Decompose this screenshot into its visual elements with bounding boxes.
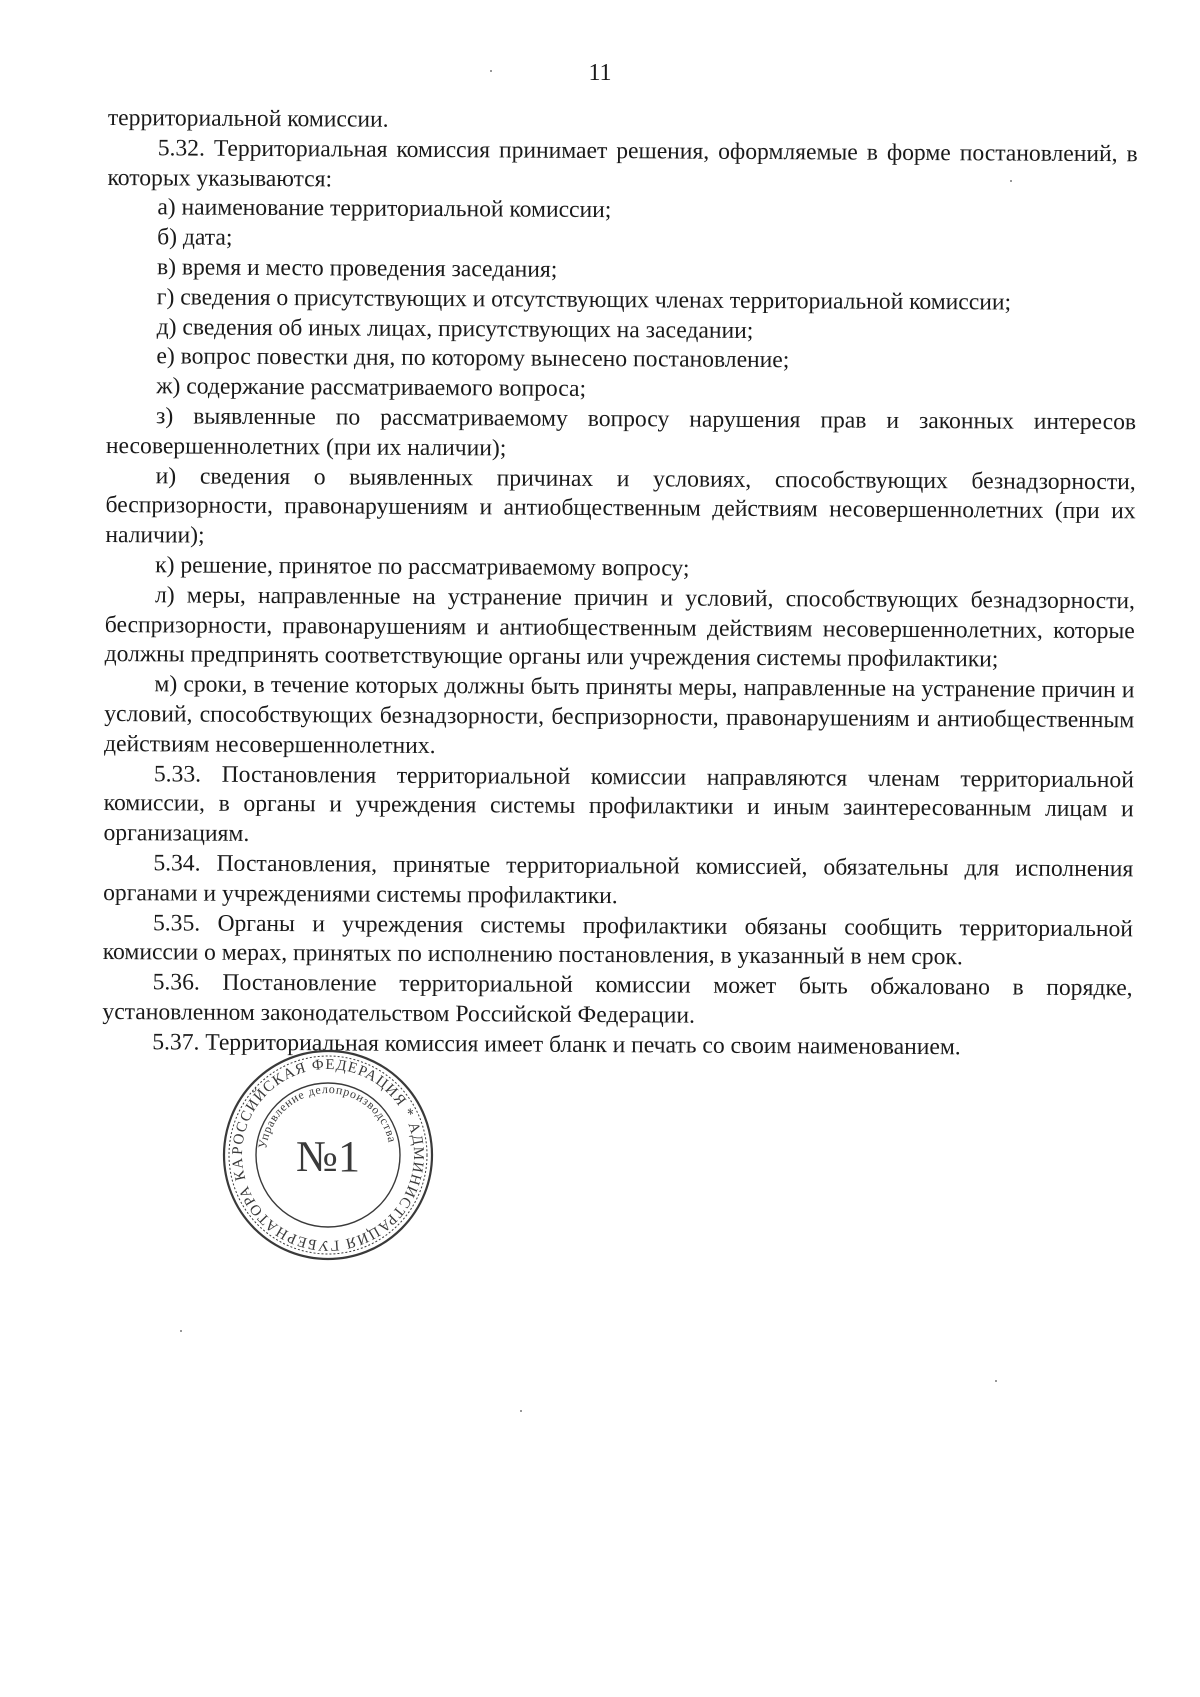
list-item-i: и) сведения о выявленных причинах и условиях, способствующих безнадзорности, беспризорности, правонарушениям и антиобщественным действиям несовершеннолетних (при их наличии); [105,462,1136,549]
list-item-m: м) сроки, в течение которых должны быть приняты меры, направленные на устранение причин и условий, способствующих безнадзорности, беспризорности, правонарушениям и антиобщественным действиям несовершеннолетних. [104,671,1135,759]
paragraph-5-35: 5.35. Органы и учреждения системы профилактики обязаны сообщить территориальной комиссии о мерах, принятых по исполнению постановления, в указанный в нем срок. [102,909,1134,971]
list-item-d: д) сведения об иных лицах, присутствующих на заседании; [156,313,754,344]
list-item-b: б) дата; [157,224,233,251]
page-number: 11 [588,60,612,86]
paragraph-5-36: 5.36. Постановление территориальной комиссии может быть обжаловано в порядке, установленном законодательством Российской Федерации. [102,969,1133,1029]
paragraph-5-33: 5.33. Постановления территориальной комиссии направляются членам территориальной комиссии, в органы и учреждения системы профилактики и иным заинтересованным лицам и организациям. [103,760,1134,848]
list-item-k: к) решение, принятое по рассматриваемому вопросу; [155,552,690,582]
seal-outer-text: РОССИЙСКАЯ ФЕДЕРАЦИЯ * АДМИНИСТРАЦИЯ ГУБЕРНАТОРА КА [229,1056,427,1254]
scan-speck [490,70,492,72]
list-item-l: л) меры, направленные на устранение причин и условий, способствующих безнадзорности, беспризорности, правонарушениям и антиобщественным действиям несовершеннолетних, которые должны предпринять соответствующие органы или учреждения системы профилактики; [104,582,1136,673]
list-item-z: з) выявленные по рассматриваемому вопросу нарушения прав и законных интересов несовершеннолетних (при их наличии); [105,403,1137,462]
list-item-a: а) наименование территориальной комиссии; [157,194,612,224]
official-seal [218,1045,438,1265]
seal-inner-text: Управление делопроизводства [255,1081,400,1150]
scan-speck [995,1380,997,1382]
paragraph-continuation: территориальной комиссии. [107,104,389,133]
list-item-v: в) время и место проведения заседания; [156,254,558,283]
list-item-e: е) вопрос повестки дня, по которому вынесено постановление; [156,343,790,374]
seal-graphic [218,1045,438,1265]
paragraph-5-37: 5.37. Территориальная комиссия имеет бланк и печать со своим наименованием. [152,1028,961,1060]
scan-speck [180,1330,182,1332]
paragraph-5-34: 5.34. Постановления, принятые территориальной комиссией, обязательны для исполнения органами и учреждениями системы профилактики. [103,850,1134,909]
seal-number: №1 [296,1132,360,1181]
document-body [102,104,1138,1064]
scan-speck [1010,180,1012,182]
scan-speck [520,1410,522,1412]
list-item-zh: ж) содержание рассматриваемого вопроса; [156,373,587,403]
paragraph-5-32: 5.32. Территориальная комиссия принимает решения, оформляемые в форме постановлений, в которых указываются: [107,135,1138,192]
list-item-g: г) сведения о присутствующих и отсутствующих членах территориальной комиссии; [156,284,1012,316]
